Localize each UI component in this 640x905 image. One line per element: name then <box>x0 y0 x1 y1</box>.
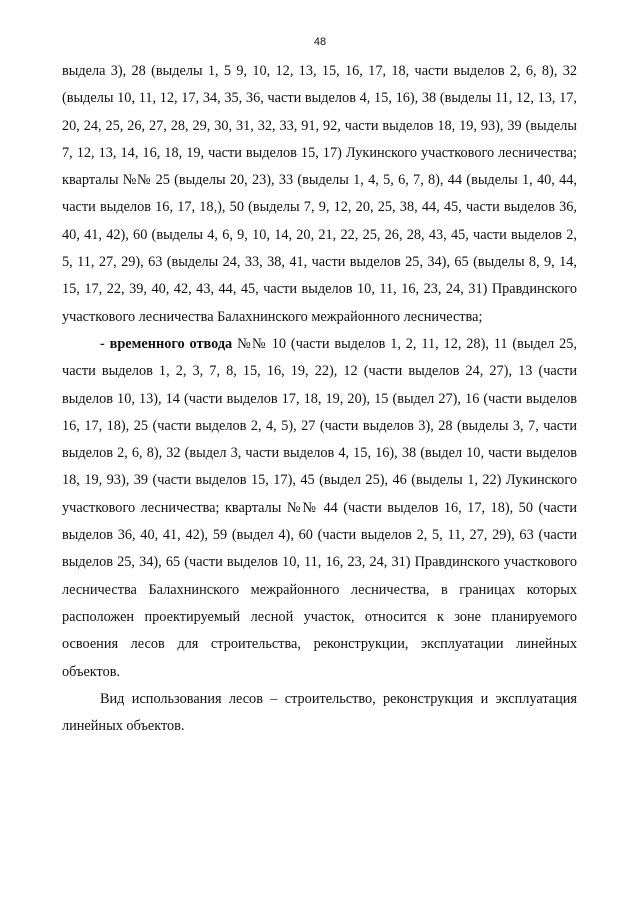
paragraph-temporary-allotment <box>62 331 577 686</box>
paragraph-forest-plots: выдела 3), 28 (выделы 1, 5 9, 10, 12, 13, 15, 16, 17, 18, части выделов 2, 6, 8), 32 (выделы 10, 11, 12, 17, 34, 35, 36, части выделов 4, 15, 16), 38 (выделы 11, 12, 13, 17, 20, 24, 25, 26, 27, 28, 29, 30, 31, 32, 33, 91, 92, части выделов 18, 19, 93), 39 (выделы 7, 12, 13, 14, 16, 18, 19, части выделов 15, 17) Лукинского участкового лесничества; кварталы №№ 25 (выделы 20, 23), 33 (выделы 1, 4, 5, 6, 7, 8), 44 (выделы 1, 40, 44, части выделов 16, 17, 18,), 50 (выделы 7, 9, 12, 20, 25, 38, 44, 45, части выделов 36, 40, 41, 42), 60 (выделы 4, 6, 9, 10, 14, 20, 21, 22, 25, 26, 28, 43, 45, части выделов 2, 5, 11, 27, 29), 63 (выделы 24, 33, 38, 41, части выделов 25, 34), 65 (выделы 8, 9, 14, 15, 17, 22, 39, 40, 42, 43, 44, 45, части выделов 10, 11, 16, 23, 24, 31) Правдинского участкового лесничества Балахнинского межрайонного лесничества; <box>62 63 577 325</box>
temporary-allotment-heading: - временного отвода <box>100 335 233 352</box>
page-number: 48 <box>313 36 327 48</box>
document-body <box>62 58 577 740</box>
paragraph-forest-use-type: Вид использования лесов – строительство, реконструкция и эксплуатация линейных объектов. <box>62 690 577 735</box>
temporary-allotment-text: №№ 10 (части выделов 1, 2, 11, 12, 28), 11 (выдел 25, части выделов 1, 2, 3, 7, 8, 15, 16, 19, 22), 12 (части выделов 24, 27), 13 (части выделов 10, 13), 14 (части выделов 17, 18, 19, 20), 15 (выдел 27), 16 (части выделов 16, 17, 18), 25 (части выделов 2, 4, 5), 27 (части выделов 3), 28 (выделы 3, 7, части выделов 2, 6, 8), 32 (выдел 3, части выделов 4, 15, 16), 38 (выдел 10, части выделов 18, 19, 93), 39 (части выделов 15, 17), 45 (выдел 25), 46 (выделы 1, 22) Лукинского участкового лесничества; кварталы №№ 44 (части выделов 16, 17, 18), 50 (части выделов 36, 40, 41, 42), 59 (выдел 4), 60 (части выделов 2, 5, 11, 27, 29), 63 (части выделов 25, 34), 65 (части выделов 10, 11, 16, 23, 24, 31) Правдинского участкового лесничества Балахнинского межрайонного лесничества, в границах которых расположен проектируемый лесной участок, относится к зоне планируемого освоения лесов для строительства, реконструкции, эксплуатации линейных объектов. <box>62 335 577 680</box>
